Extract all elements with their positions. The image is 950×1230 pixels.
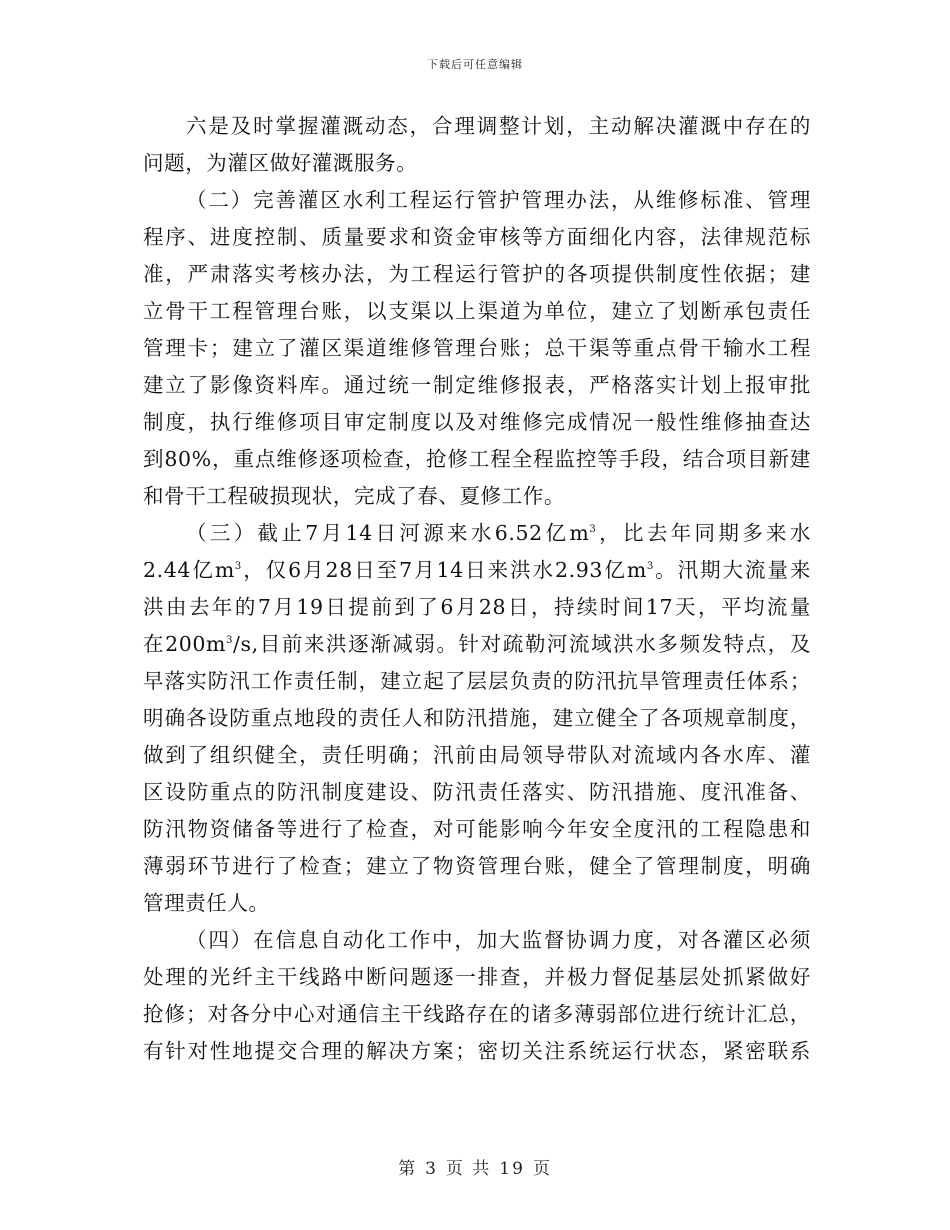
page-label-prefix: 第	[398, 1159, 418, 1179]
text-line: 明确各设防重点地段的责任人和防汛措施，建立健全了各项规章制度，	[143, 706, 811, 730]
text-line: 区设防重点的防汛制度建设、防汛责任落实、防汛措施、度汛准备、	[143, 780, 811, 804]
text-line: 处理的光纤主干线路中断问题逐一排查，并极力督促基层处抓紧做好	[143, 965, 811, 989]
text-line: 在$200m^3/s$,目前来洪逐渐减弱。针对疏勒河流域洪水多频发特点，及	[143, 632, 811, 656]
text-line: 薄弱环节进行了检查；建立了物资管理台账，健全了管理制度，明确	[143, 854, 811, 878]
page-total-number: 19	[499, 1159, 525, 1179]
paragraph-flood-control	[143, 515, 811, 922]
text-line: 和骨干工程破损现状，完成了春、夏修工作。	[143, 484, 565, 508]
superscript-three: 3	[589, 524, 597, 535]
document-body	[143, 108, 811, 1070]
superscript-three: 3	[234, 561, 242, 572]
text-line: （二）完善灌区水利工程运行管护管理办法，从维修标准、管理	[186, 188, 811, 212]
text-line: 程序、进度控制、质量要求和资金审核等方面细化内容，法律规范标	[143, 225, 811, 249]
paragraph-engineering-management	[143, 182, 811, 515]
text-line: 准，严肃落实考核办法，为工程运行管护的各项提供制度性依据；建	[143, 262, 811, 286]
text-line: （四）在信息自动化工作中，加大监督协调力度，对各灌区必须	[186, 928, 811, 952]
text-line: 问题，为灌区做好灌溉服务。	[143, 151, 418, 175]
text-line: 管理卡；建立了灌区渠道维修管理台账；总干渠等重点骨干输水工程	[143, 336, 811, 360]
text-line: （三）截止7月14日河源来水6.52亿$m^3$，比去年同期多来水	[186, 521, 811, 545]
page-current-number: 3	[425, 1159, 438, 1179]
text-line: 管理责任人。	[143, 891, 270, 915]
text-line: 有针对性地提交合理的解决方案；密切关注系统运行状态，紧密联系	[143, 1039, 811, 1063]
header-note: 下载后可任意编辑	[427, 58, 523, 71]
text-line: 立骨干工程管理台账，以支渠以上渠道为单位，建立了划断承包责任	[143, 299, 811, 323]
text-line: 防汛物资储备等进行了检查，对可能影响今年安全度汛的工程隐患和	[143, 817, 811, 841]
text-line: 到80%，重点维修逐项检查，抢修工程全程监控等手段，结合项目新建	[143, 447, 811, 471]
text-line: 制度，执行维修项目审定制度以及对维修完成情况一般性维修抽查达	[143, 410, 811, 434]
paragraph-information-automation	[143, 922, 811, 1070]
text-line: 建立了影像资料库。通过统一制定维修报表，严格落实计划上报审批	[143, 373, 811, 397]
page-footer	[0, 1154, 950, 1179]
text-line: 2.44亿$m^3$，仅6月28日至7月14日来洪水2.93亿$m^3$。汛期大流量来	[143, 558, 812, 582]
text-line: 做到了组织健全，责任明确；汛前由局领导带队对流域内各水库、灌	[143, 743, 811, 767]
text-line: 抢修；对各分中心对通信主干线路存在的诸多薄弱部位进行统计汇总，	[143, 1002, 811, 1026]
text-line: 六是及时掌握灌溉动态，合理调整计划，主动解决灌溉中存在的	[186, 114, 811, 138]
paragraph-irrigation-dynamics	[143, 108, 811, 182]
page-label-suffix: 页	[532, 1159, 552, 1179]
page-label-mid: 页 共	[445, 1159, 492, 1179]
superscript-three: 3	[226, 635, 234, 646]
text-line: 洪由去年的7月19日提前到了6月28日，持续时间17天，平均流量	[143, 595, 811, 619]
text-line: 早落实防汛工作责任制，建立起了层层负责的防汛抗旱管理责任体系；	[143, 669, 811, 693]
superscript-three: 3	[646, 561, 654, 572]
